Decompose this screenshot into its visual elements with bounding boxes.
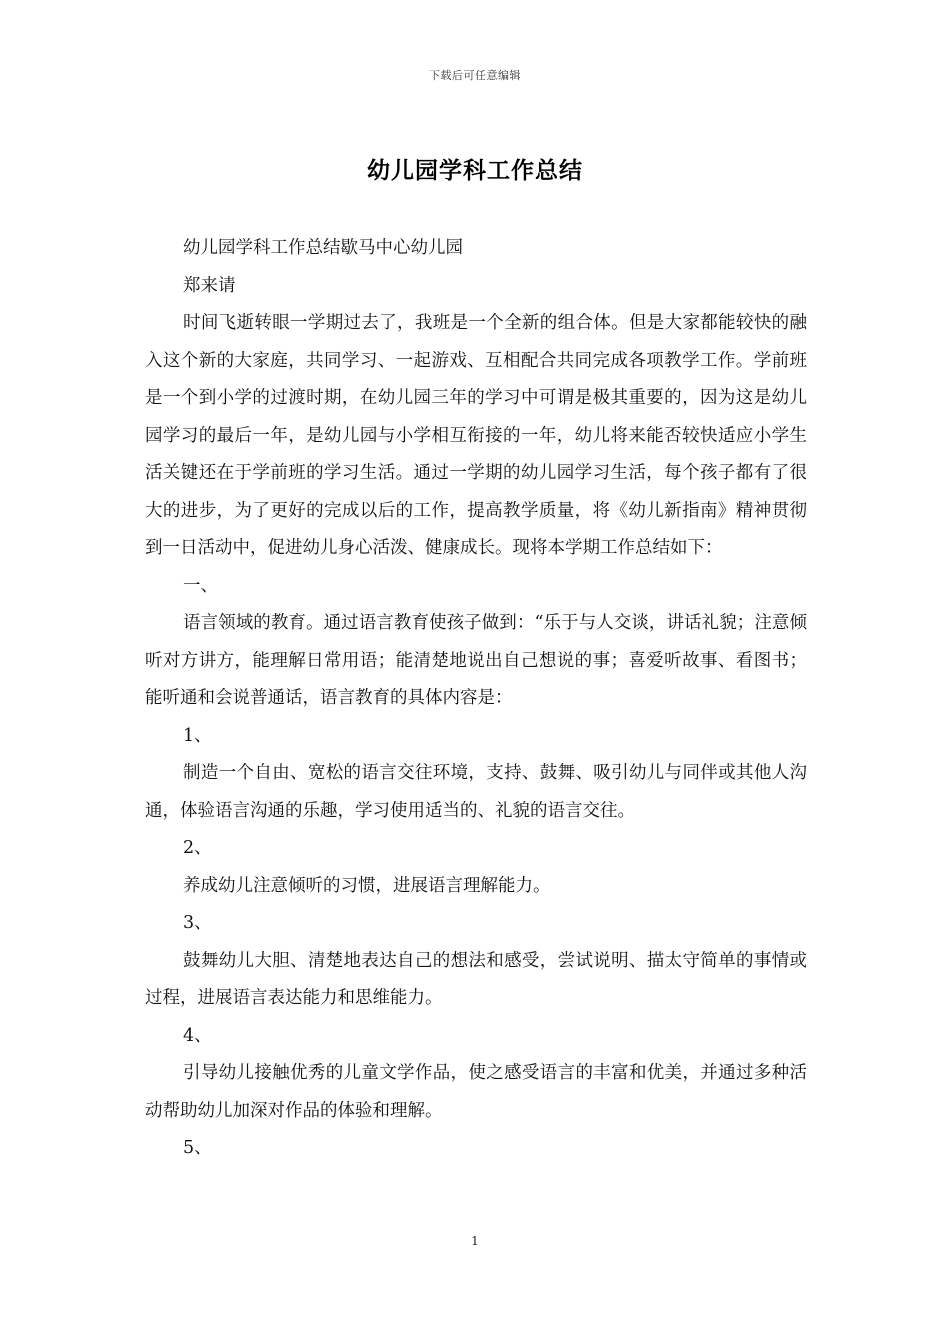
list-number-5: 5、 [183, 1138, 212, 1158]
list-item-2: 养成幼儿注意倾听的习惯，进展语言理解能力。 [183, 875, 551, 896]
list-item-1: 制造一个自由、宽松的语言交往环境，支持、鼓舞、吸引幼儿与同伴或其他人沟通，体验语言沟通的乐趣，学习使用适当的、礼貌的语言交往。 [145, 763, 807, 821]
section-heading-1: 一、 [183, 575, 218, 596]
list-number-3: 3、 [183, 913, 212, 933]
page-number: 1 [471, 1234, 479, 1248]
paragraph-author: 郑来请 [183, 275, 236, 296]
document-title: 幼儿园学科工作总结 [367, 157, 583, 184]
paragraph-subtitle: 幼儿园学科工作总结歇马中心幼儿园 [183, 238, 463, 258]
list-item-4: 引导幼儿接触优秀的儿童文学作品，使之感受语言的丰富和优美，并通过多种活动帮助幼儿加深对作品的体验和理解。 [145, 1063, 807, 1121]
list-number-4: 4、 [183, 1025, 212, 1046]
list-number-1: 1、 [183, 725, 212, 746]
header-note: 下载后可任意编辑 [429, 69, 521, 82]
paragraph-intro: 时间飞逝转眼一学期过去了，我班是一个全新的组合体。但是大家都能较快的融入这个新的大家庭，共同学习、一起游戏、互相配合共同完成各项教学工作。学前班是一个到小学的过渡时期，在幼儿园三年的学习中可谓是极其重要的，因为这是幼儿园学习的最后一年，是幼儿园与小学相互衔接的一年，幼儿将来能否较快适应小学生活关键还在于学前班的学习生活。通过一学期的幼儿园学习生活，每个孩子都有了很大的进步，为了更好的完成以后的工作，提高教学质量，将《幼儿新指南》精神贯彻到一日活动中，促进幼儿身心活泼、健康成长。现将本学期工作总结如下： [145, 313, 807, 558]
paragraph-language-education: 语言领域的教育。通过语言教育使孩子做到：“乐于与人交谈，讲话礼貌；注意倾听对方讲方，能理解日常用语；能清楚地说出自己想说的事；喜爱听故事、看图书；能听通和会说普通话，语言教育的具体内容是： [145, 613, 807, 708]
document-body [145, 230, 807, 1168]
list-item-3: 鼓舞幼儿大胆、清楚地表达自己的想法和感受，尝试说明、描太守简单的事情或过程，进展语言表达能力和思维能力。 [145, 950, 807, 1008]
list-number-2: 2、 [183, 838, 212, 858]
